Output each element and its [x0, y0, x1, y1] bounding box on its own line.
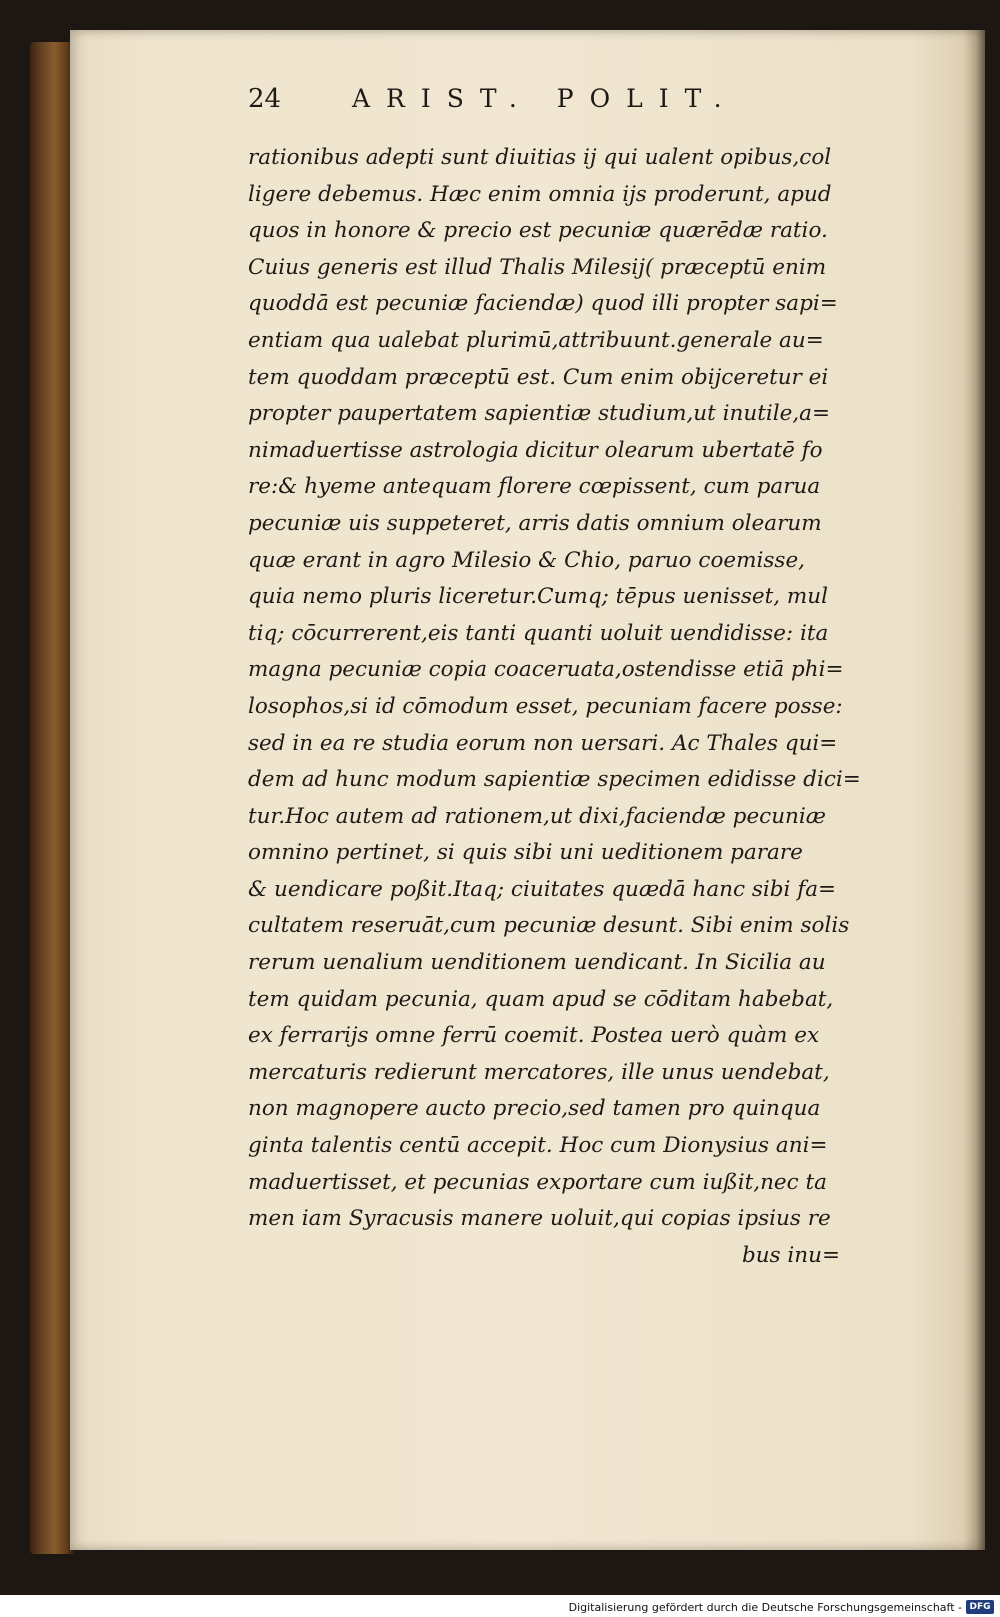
text-line: propter paupertatem sapientiæ studium,ut inutile,a=	[248, 401, 830, 427]
dfg-logo: DFG	[966, 1600, 994, 1614]
page-gutter-shadow	[963, 30, 985, 1550]
text-line: re:& hyeme antequam florere cœpissent, cum parua	[248, 474, 821, 500]
text-line: Cuius generis est illud Thalis Milesij( præceptū enim	[248, 254, 827, 280]
text-line: maduertisset, et pecunias exportare cum iußit,nec ta	[248, 1169, 827, 1195]
text-line: tem quidam pecunia, quam apud se cōditam habebat,	[248, 986, 834, 1012]
text-line: ginta talentis centū accepit. Hoc cum Dionysius ani=	[248, 1133, 828, 1159]
running-title: ARIST. POLIT.	[352, 84, 738, 113]
running-head	[248, 84, 928, 140]
text-line: mercaturis redierunt mercatores, ille unus uendebat,	[248, 1059, 830, 1085]
text-line: nimaduertisse astrologia dicitur olearum ubertatē fo	[248, 437, 823, 463]
catchword: bus inu=	[741, 1242, 840, 1268]
page-number: 24	[248, 84, 282, 114]
text-line: rerum uenalium uenditionem uendicant. In Sicilia au	[248, 950, 826, 976]
funding-notice: Digitalisierung gefördert durch die Deutsche Forschungsgemeinschaft -	[568, 1601, 962, 1614]
text-line: pecuniæ uis suppeteret, arris datis omnium olearum	[248, 510, 822, 536]
text-line: quia nemo pluris liceretur.Cumq; tēpus uenisset, mul	[248, 584, 829, 610]
text-line: entiam qua ualebat plurimū,attribuunt.generale au=	[248, 327, 824, 353]
body-text	[248, 140, 928, 1238]
text-line: ligere debemus. Hæc enim omnia ijs proderunt, apud	[248, 181, 832, 207]
text-line: & uendicare poßit.Itaq; ciuitates quædā hanc sibi fa=	[248, 876, 837, 902]
text-line: tem quoddam præceptū est. Cum enim obijceretur ei	[248, 364, 829, 390]
book-page-edges	[30, 42, 74, 1554]
text-line: rationibus adepti sunt diuitias ij qui ualent opibus,col	[248, 145, 832, 170]
text-line: quoddā est pecuniæ faciendæ) quod illi propter sapi=	[248, 291, 838, 317]
text-block	[248, 84, 928, 1274]
text-line: quæ erant in agro Milesio & Chio, paruo coemisse,	[248, 547, 806, 573]
text-line: tur.Hoc autem ad rationem,ut dixi,faciendæ pecuniæ	[248, 803, 826, 829]
text-line: ex ferrarijs omne ferrū coemit. Postea uerò quàm ex	[248, 1023, 820, 1049]
text-line: magna pecuniæ copia coaceruata,ostendisse etiā phi=	[248, 657, 844, 683]
text-line: quos in honore & precio est pecuniæ quærēdæ ratio.	[248, 218, 828, 244]
text-line: tiq; cōcurrerent,eis tanti quanti uoluit uendidisse: ita	[248, 620, 829, 646]
text-line: men iam Syracusis manere uoluit,qui copias ipsius re	[248, 1206, 831, 1232]
text-line: non magnopere aucto precio,sed tamen pro quinqua	[248, 1096, 821, 1122]
text-line: losophos,si id cōmodum esset, pecuniam facere posse:	[248, 693, 843, 719]
text-line: dem ad hunc modum sapientiæ specimen edidisse dici=	[248, 767, 861, 793]
text-line: sed in ea re studia eorum non uersari. Ac Thales qui=	[248, 730, 838, 756]
text-line: omnino pertinet, si quis sibi uni ueditionem parare	[248, 840, 803, 866]
text-line: cultatem reseruāt,cum pecuniæ desunt. Sibi enim solis	[248, 913, 850, 939]
footer-bar	[0, 1595, 1000, 1617]
